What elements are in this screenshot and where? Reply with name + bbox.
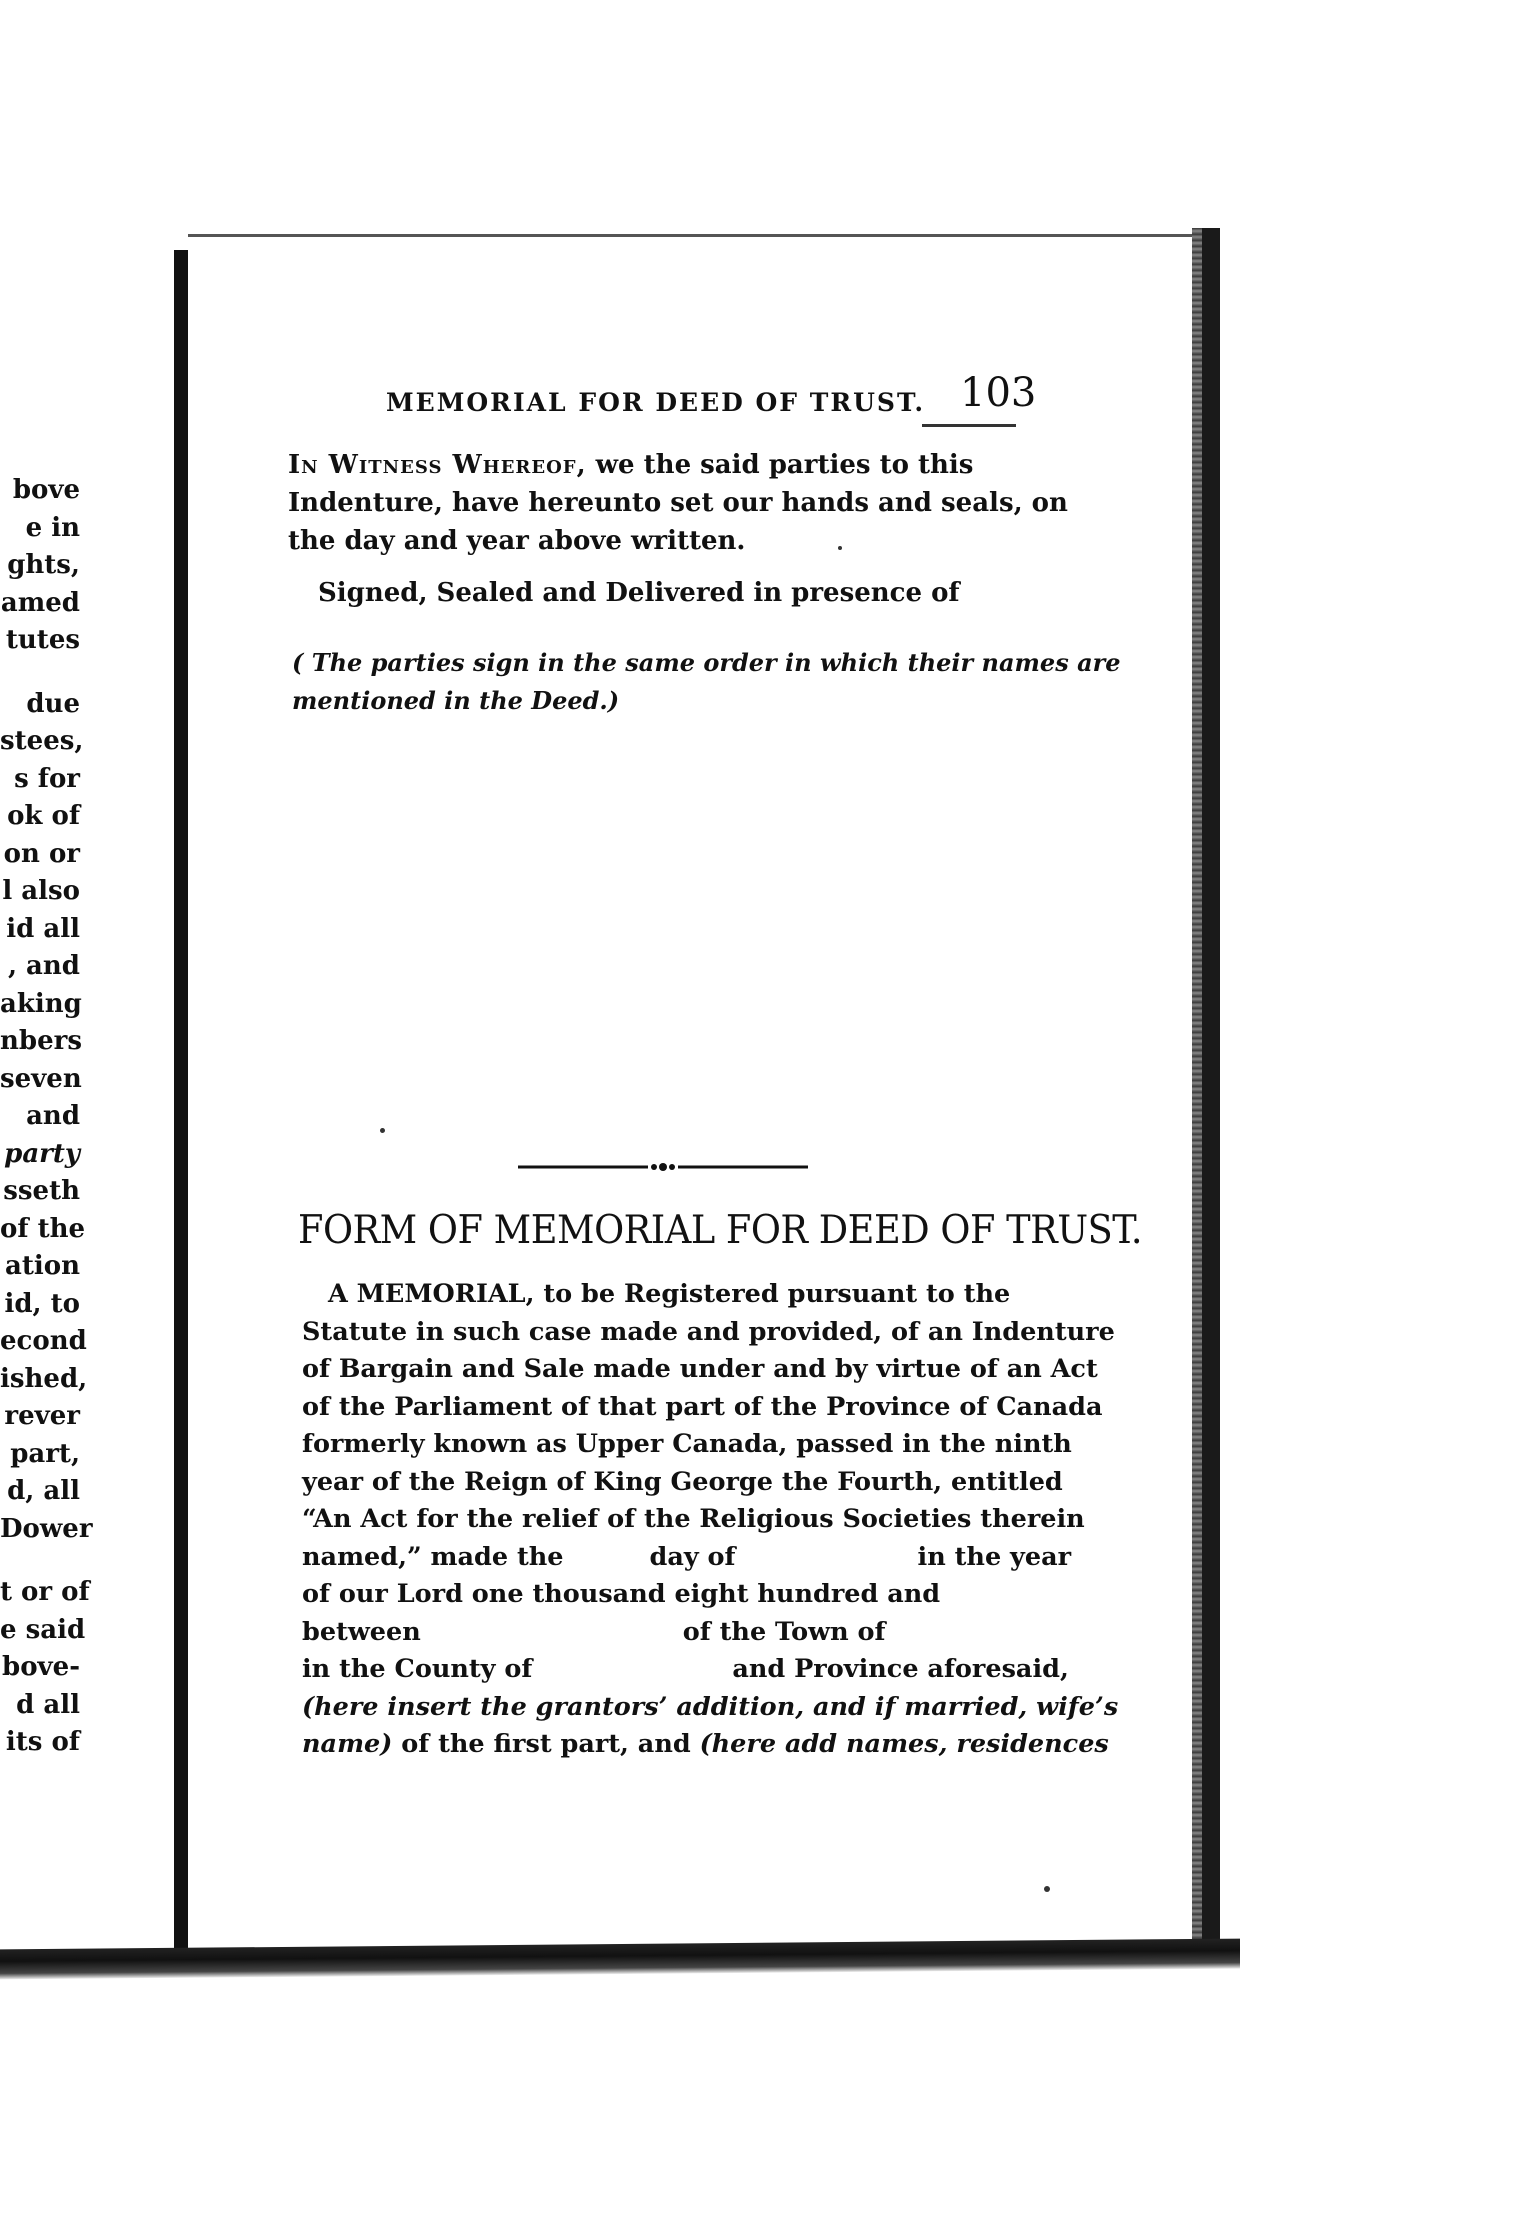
page-binding-edge xyxy=(174,250,188,1970)
ornament-divider xyxy=(518,1160,808,1174)
facing-page-fragment: ghts, xyxy=(7,550,80,580)
facing-page-fragments xyxy=(0,472,93,1762)
facing-page-fragment: ation xyxy=(5,1251,80,1281)
memorial-line-13-b: of the first part, and xyxy=(392,1729,700,1759)
facing-page-fragment: and xyxy=(26,1101,80,1131)
facing-page-fragment: due xyxy=(26,688,80,719)
memorial-line-12: (here insert the grantors’ addition, and if married, wife’s xyxy=(302,1691,1119,1722)
memorial-line-9: of our Lord one thousand eight hundred and xyxy=(302,1579,941,1609)
page-number-rule xyxy=(922,424,1016,427)
page-number: 103 xyxy=(960,370,1037,416)
memorial-line-13-a: name) xyxy=(302,1729,393,1759)
facing-page-fragment: aking xyxy=(0,988,82,1019)
memorial-line-8 xyxy=(302,1539,1072,1577)
scan-speck xyxy=(838,546,842,550)
memorial-line-11-a: in the County of xyxy=(302,1654,533,1684)
facing-page-fragment: Dower xyxy=(0,1513,93,1544)
facing-page-fragment: part, xyxy=(10,1438,80,1469)
facing-page-fragment: ok of xyxy=(7,801,80,831)
memorial-line-4: of the Parliament of that part of the Province of Canada xyxy=(302,1391,1103,1422)
facing-page-fragment: t or of xyxy=(0,1577,90,1607)
facing-page-fragment xyxy=(0,1548,80,1574)
facing-page-fragment: on or xyxy=(3,838,80,869)
memorial-line-13-c: (here add names, residences xyxy=(699,1729,1109,1759)
scan-speck xyxy=(380,1128,385,1133)
signed-text: Signed, Sealed and Delivered in presence of xyxy=(318,578,960,608)
facing-page-fragment: ished, xyxy=(0,1363,88,1394)
memorial-line-2: Statute in such case made and provided, of an Indenture xyxy=(302,1316,1115,1347)
facing-page-fragment: s for xyxy=(14,763,80,794)
facing-page-fragment: d, all xyxy=(7,1476,80,1506)
facing-page-fragment: id, to xyxy=(4,1288,80,1319)
witness-paragraph xyxy=(288,446,1068,560)
witness-line-3: the day and year above written. xyxy=(288,526,746,556)
facing-page-fragment: party xyxy=(4,1138,80,1169)
facing-page-fragment: sseth xyxy=(3,1176,80,1206)
memorial-line-10-a: between xyxy=(302,1616,421,1647)
memorial-line-7: “An Act for the relief of the Religious Societies therein xyxy=(302,1504,1085,1534)
note-line-1: ( The parties sign in the same order in which their names are xyxy=(292,648,1121,677)
memorial-line-1-text: A MEMORIAL, to be Registered pursuant to the xyxy=(328,1279,1011,1309)
facing-page-fragment: d all xyxy=(16,1689,80,1720)
memorial-line-13 xyxy=(302,1726,1109,1764)
memorial-line-6: year of the Reign of King George the Fourth, entitled xyxy=(302,1466,1063,1497)
facing-page-fragment: , and xyxy=(7,951,80,981)
section-title: FORM OF MEMORIAL FOR DEED OF TRUST. xyxy=(298,1208,1143,1253)
memorial-line-1 xyxy=(302,1276,1042,1314)
facing-page-fragment: e said xyxy=(0,1614,86,1645)
facing-page-fragment xyxy=(0,660,80,686)
memorial-line-8-c: in the year xyxy=(917,1541,1072,1572)
witness-line-1: we the said parties to this xyxy=(586,450,974,480)
memorial-line-10 xyxy=(302,1614,1042,1652)
memorial-line-5: formerly known as Upper Canada, passed in the ninth xyxy=(302,1429,1072,1459)
signed-line xyxy=(318,574,1058,612)
facing-page-fragment: of the xyxy=(0,1213,86,1244)
memorial-line-10-b: of the Town of xyxy=(682,1616,886,1647)
page-fore-edge xyxy=(1202,228,1220,1956)
facing-page-fragment: rever xyxy=(4,1401,80,1431)
witness-lead: In Witness Whereof, xyxy=(288,450,587,480)
memorial-line-8-a: named,” made the xyxy=(302,1541,564,1572)
facing-page-fragment: l also xyxy=(2,876,80,906)
facing-page-fragment: econd xyxy=(0,1326,87,1356)
facing-page-fragment: seven xyxy=(0,1063,82,1094)
facing-page-fragment: stees, xyxy=(0,726,84,756)
memorial-line-11-b: and Province aforesaid, xyxy=(732,1654,1069,1684)
scan-speck xyxy=(1044,1886,1050,1892)
facing-page-fragment: its of xyxy=(5,1727,80,1757)
facing-page-fragment: bove- xyxy=(2,1652,80,1682)
facing-page-fragment: tutes xyxy=(5,625,80,655)
note-line-2: mentioned in the Deed.) xyxy=(292,686,620,715)
memorial-line-11 xyxy=(302,1651,1069,1689)
facing-page-fragment: id all xyxy=(6,913,80,944)
witness-line-2: Indenture, have hereunto set our hands and seals, on xyxy=(288,488,1068,518)
running-head: MEMORIAL FOR DEED OF TRUST. xyxy=(386,388,926,417)
facing-page-fragment: nbers xyxy=(0,1026,82,1056)
signing-note xyxy=(292,644,1121,720)
memorial-line-3: of Bargain and Sale made under and by virtue of an Act xyxy=(302,1354,1098,1384)
memorial-line-8-b: day of xyxy=(649,1541,736,1572)
memorial-paragraph xyxy=(302,1276,1119,1764)
facing-page-fragment: e in xyxy=(25,512,80,543)
facing-page-fragment: bove xyxy=(12,475,80,505)
facing-page-fragment: amed xyxy=(0,587,80,618)
